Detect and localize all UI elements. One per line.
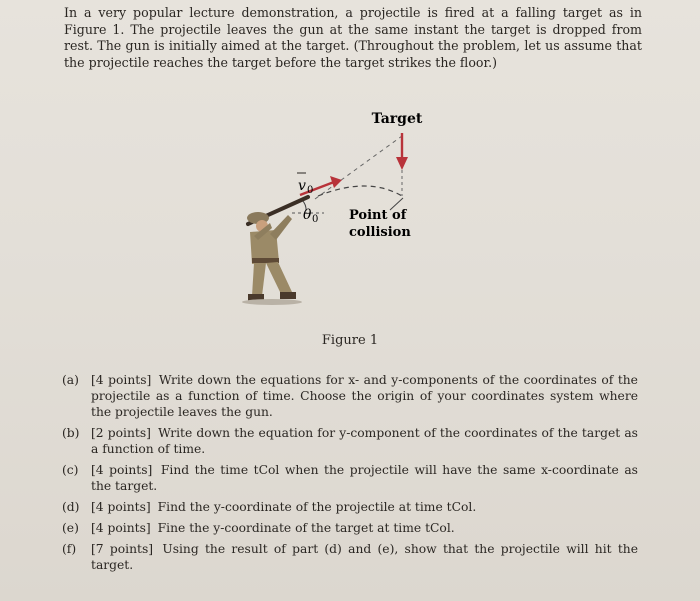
question-points: [4 points] — [91, 463, 153, 477]
belt — [252, 258, 279, 263]
question-item — [62, 541, 638, 573]
question-points: [4 points] — [91, 521, 151, 535]
question-item — [62, 520, 638, 536]
question-tag: (c) — [62, 463, 79, 477]
question-points: [4 points] — [91, 500, 151, 514]
question-tag: (a) — [62, 373, 79, 387]
velocity-subscript: 0 — [307, 185, 314, 196]
angle-subscript: 0 — [312, 214, 319, 225]
question-body — [91, 425, 638, 457]
collision-label-line2: collision — [349, 225, 411, 240]
boot-right — [280, 292, 296, 299]
question-points: [2 points] — [91, 426, 151, 440]
question-item — [62, 462, 638, 494]
question-tag: (e) — [62, 521, 79, 535]
leg-right — [266, 262, 292, 296]
question-text: Find the y-coordinate of the projectile at time tCol. — [157, 500, 477, 514]
question-body — [91, 541, 638, 573]
figure-caption: Figure 1 — [321, 333, 379, 348]
target-arrow — [396, 133, 408, 170]
question-text: Write down the equation for y-component of the coordinates of the target as a function of time. — [91, 426, 638, 456]
question-points: [4 points] — [91, 373, 152, 387]
question-text: Fine the y-coordinate of the target at time tCol. — [157, 521, 455, 535]
question-body — [91, 372, 638, 420]
question-body — [91, 520, 638, 536]
question-item — [62, 372, 638, 420]
velocity-label: v — [298, 178, 306, 194]
angle-label: θ — [303, 207, 312, 223]
collision-label-line1: Point of — [349, 208, 407, 223]
ground-shadow — [242, 299, 302, 305]
question-text: Using the result of part (d) and (e), show that the projectile will hit the target. — [91, 542, 638, 572]
intro-paragraph: In a very popular lecture demonstration, a projectile is fired at a falling target as in Figure 1. The projectile leaves the gun at the same instant the target is dropped from rest. The gun is initially aimed at the target. (Throughout the problem, let us assume that the projectile reaches the target before the target strikes the floor.) — [64, 5, 642, 70]
question-tag: (b) — [62, 426, 80, 440]
question-text: Find the time tCol when the projectile will have the same x-coordinate as the target. — [91, 463, 638, 493]
question-body — [91, 499, 638, 515]
arm — [270, 215, 292, 240]
target-label: Target — [371, 111, 423, 127]
question-tag: (d) — [62, 500, 80, 514]
question-tag: (f) — [62, 542, 77, 556]
leg-left — [252, 263, 266, 296]
question-list — [62, 372, 638, 578]
question-item — [62, 425, 638, 457]
question-body — [91, 462, 638, 494]
question-item — [62, 499, 638, 515]
question-text: Write down the equations for x- and y-components of the coordinates of the projectile as a function of time. Choose the origin of your coordinates system where the projectile leaves the gun. — [91, 373, 638, 419]
question-points: [7 points] — [91, 542, 154, 556]
